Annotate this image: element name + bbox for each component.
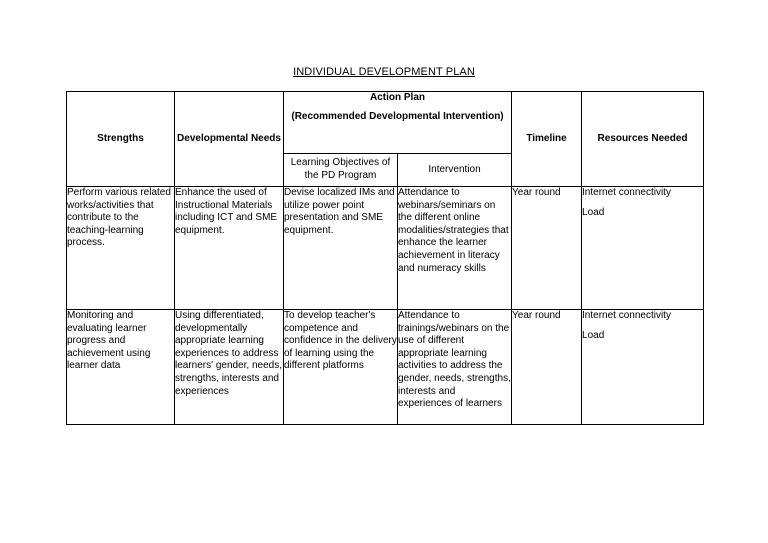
header-learning-objectives: Learning Objectives of the PD Program xyxy=(284,154,398,187)
cell-resources xyxy=(582,187,704,310)
table-row xyxy=(67,310,704,425)
cell-strengths: Monitoring and evaluating learner progress and achievement using learner data xyxy=(67,310,175,425)
header-action-plan xyxy=(284,92,512,154)
header-intervention: Intervention xyxy=(398,154,512,187)
table-row xyxy=(67,187,704,310)
header-resources-needed: Resources Needed xyxy=(582,92,704,187)
cell-timeline: Year round xyxy=(512,310,582,425)
document-title: INDIVIDUAL DEVELOPMENT PLAN xyxy=(293,66,475,78)
cell-strengths: Perform various related works/activities that contribute to the teaching-learning process. xyxy=(67,187,175,310)
resource-item: Load xyxy=(582,329,605,341)
development-plan-table xyxy=(66,91,704,425)
cell-learning-objectives: To develop teacher's competence and confidence in the delivery of learning using the different platforms xyxy=(284,310,398,425)
cell-developmental-needs: Using differentiated, developmentally appropriate learning experiences to address learners' gender, needs, strengths, interests and experiences xyxy=(175,310,284,425)
action-plan-title: Action Plan xyxy=(370,92,426,103)
resource-item: Internet connectivity xyxy=(582,187,671,198)
cell-developmental-needs: Enhance the used of Instructional Materials including ICT and SME equipment. xyxy=(175,187,284,310)
resource-item: Load xyxy=(582,206,605,218)
cell-intervention: Attendance to trainings/webinars on the use of different appropriate learning activities to address the gender, needs, strengths, interests and experiences of learners xyxy=(398,310,512,425)
action-plan-subtitle: (Recommended Developmental Intervention) xyxy=(291,110,504,122)
cell-timeline: Year round xyxy=(512,187,582,310)
resource-item: Internet connectivity xyxy=(582,310,671,321)
header-developmental-needs: Developmental Needs xyxy=(175,92,284,187)
header-strengths: Strengths xyxy=(67,92,175,187)
header-timeline: Timeline xyxy=(512,92,582,187)
cell-learning-objectives: Devise localized IMs and utilize power point presentation and SME equipment. xyxy=(284,187,398,310)
cell-intervention: Attendance to webinars/seminars on the different online modalities/strategies that enhance the learner achievement in literacy and numeracy skills xyxy=(398,187,512,310)
cell-resources xyxy=(582,310,704,425)
header-row xyxy=(67,92,704,154)
